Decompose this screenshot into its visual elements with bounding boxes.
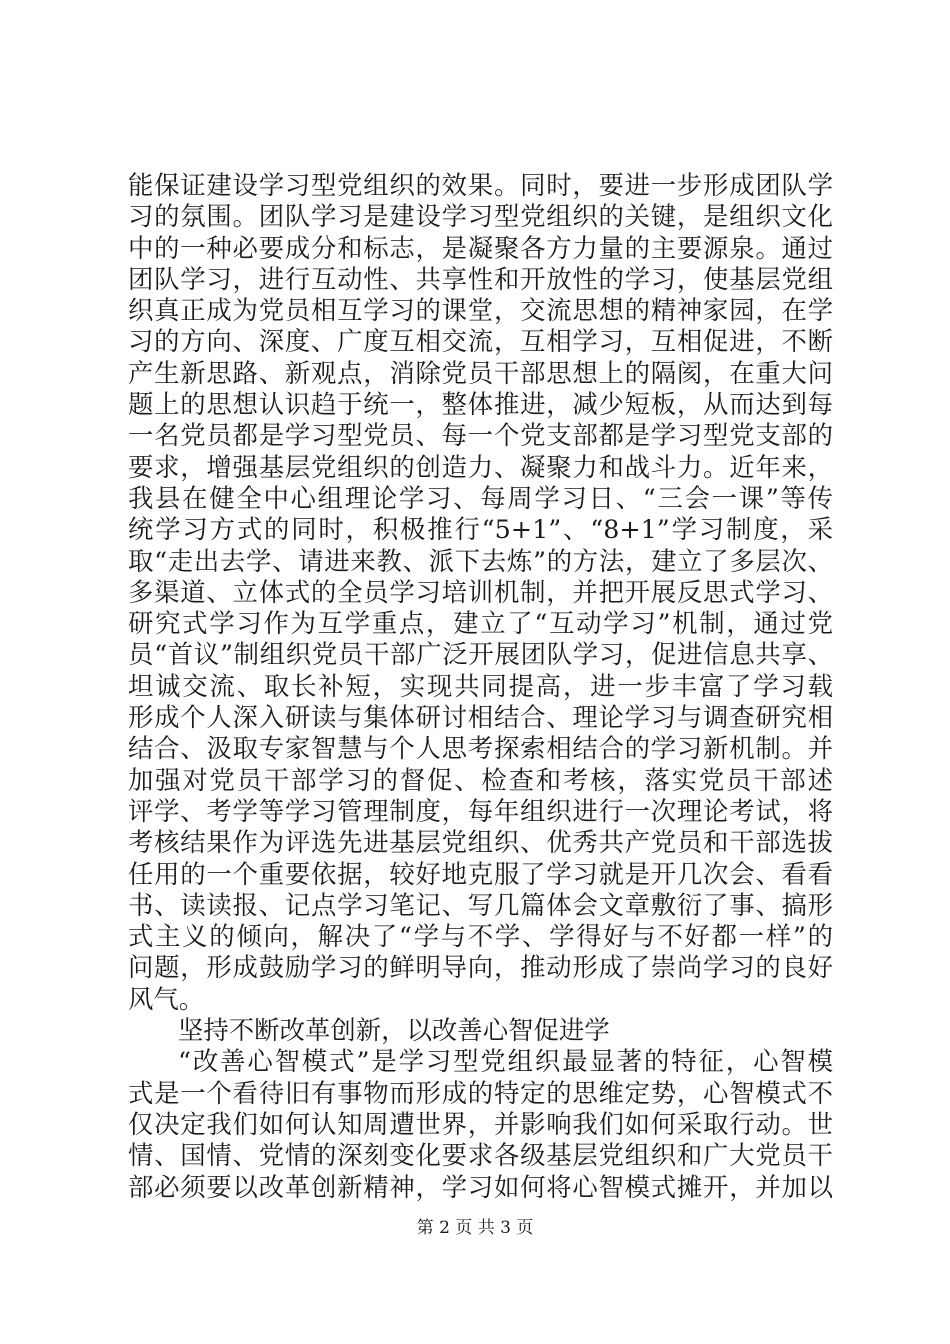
text-line: 员“首议”制组织党员干部广泛开展团队学习，促进信息共享、: [128, 639, 833, 670]
text-line: 统学习方式的同时，积极推行“5+1”、“8+1”学习制度，采: [128, 514, 833, 545]
text-line: 织真正成为党员相互学习的课堂，交流思想的精神家园，在学: [128, 295, 833, 326]
text-line: 风气。: [128, 983, 205, 1014]
text-line: 研究式学习作为互学重点，建立了“互动学习”机制，通过党: [128, 608, 833, 639]
text-line: 部必须要以改革创新精神，学习如何将心智模式摊开，并加以: [128, 1171, 833, 1202]
text-line: 考核结果作为评选先进基层党组织、优秀共产党员和干部选拔: [128, 827, 833, 858]
text-line: 加强对党员干部学习的督促、检查和考核，落实党员干部述: [128, 764, 833, 795]
page-number: 第 2 页 共 3 页: [416, 1218, 534, 1238]
text-line: 一名党员都是学习型党员、每一个党支部都是学习型党支部的: [128, 420, 833, 451]
page-footer: [0, 1217, 950, 1239]
text-line: 要求，增强基层党组织的创造力、凝聚力和战斗力。近年来，: [128, 451, 833, 482]
text-line: 题上的思想认识趋于统一，整体推进，减少短板，从而达到每: [128, 389, 833, 420]
text-line: 情、国情、党情的深刻变化要求各级基层党组织和广大党员干: [128, 1140, 833, 1171]
text-line: 任用的一个重要依据，较好地克服了学习就是开几次会、看看: [128, 858, 833, 889]
text-line: 习的方向、深度、广度互相交流，互相学习，互相促进，不断: [128, 326, 833, 357]
text-line: 多渠道、立体式的全员学习培训机制，并把开展反思式学习、: [128, 576, 833, 607]
text-line: 书、读读报、记点学习笔记、写几篇体会文章敷衍了事、搞形: [128, 889, 833, 920]
text-line: 坦诚交流、取长补短，实现共同提高，进一步丰富了学习载: [128, 670, 833, 701]
text-line: 团队学习，进行互动性、共享性和开放性的学习，使基层党组: [128, 263, 833, 294]
text-line: 习的氛围。团队学习是建设学习型党组织的关键，是组织文化: [128, 201, 833, 232]
text-line: 中的一种必要成分和标志，是凝聚各方力量的主要源泉。通过: [128, 232, 833, 263]
text-line: 评学、考学等学习管理制度，每年组织进行一次理论考试，将: [128, 795, 833, 826]
text-line: 式是一个看待旧有事物而形成的特定的思维定势，心智模式不: [128, 1077, 833, 1108]
text-line: 结合、汲取专家智慧与个人思考探索相结合的学习新机制。并: [128, 733, 833, 764]
text-line: “改善心智模式”是学习型党组织最显著的特征，心智模: [178, 1046, 833, 1077]
text-line: 式主义的倾向，解决了“学与不学、学得好与不好都一样”的: [128, 921, 833, 952]
text-line: 问题，形成鼓励学习的鲜明导向，推动形成了崇尚学习的良好: [128, 952, 833, 983]
body-text: [128, 170, 833, 1203]
text-line: 仅决定我们如何认知周遭世界，并影响我们如何采取行动。世: [128, 1108, 833, 1139]
text-line: 我县在健全中心组理论学习、每周学习日、“三会一课”等传: [128, 482, 833, 513]
text-line: 取“走出去学、请进来教、派下去炼”的方法，建立了多层次、: [128, 545, 833, 576]
text-line: 能保证建设学习型党组织的效果。同时，要进一步形成团队学: [128, 170, 833, 200]
text-line: 形成个人深入研读与集体研讨相结合、理论学习与调查研究相: [128, 702, 833, 733]
section-heading: 坚持不断改革创新，以改善心智促进学: [178, 1015, 610, 1046]
text-line: 产生新思路、新观点，消除党员干部思想上的隔阂，在重大问: [128, 357, 833, 388]
